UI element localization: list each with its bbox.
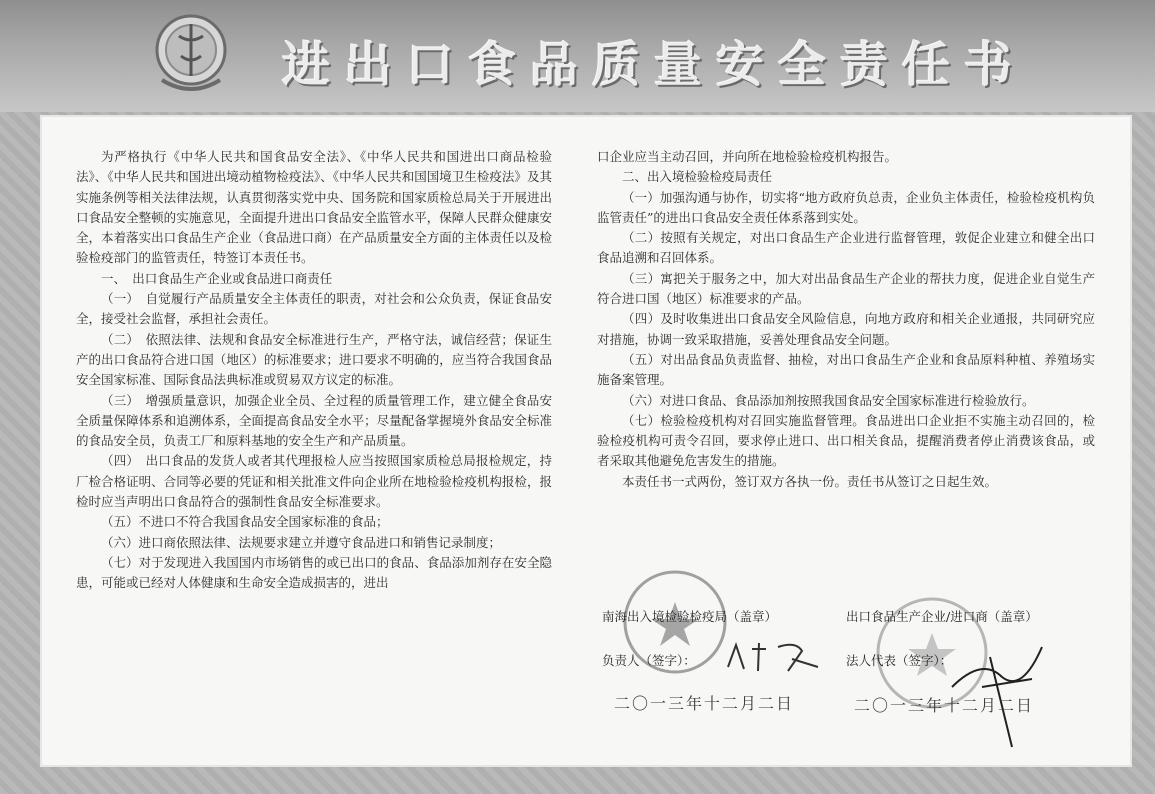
left-org-label: 南海出入境检验检疫局（盖章） — [602, 609, 778, 624]
left-column-paragraph: （五）不进口不符合我国食品安全国家标准的食品； — [101, 514, 389, 530]
right-signature-icon — [942, 617, 1052, 757]
right-column — [597, 147, 1095, 492]
left-signature-icon — [722, 637, 832, 677]
left-column-paragraph: （二） 依照法律、法规和食品安全标准进行生产，严格守法，诚信经营；保证生产的出口食品符合进口国（地区）的标准要求；进口要求不明确的，应当符合我国食品安全国家标准、国际食品法典标准或贸易双方议定的标准。 — [76, 331, 552, 388]
header-banner — [0, 0, 1155, 112]
left-column-paragraph: （四） 出口食品的发货人或者其代理报检人应当按照国家质检总局报检规定，持厂检合格证明、合同等必要的凭证和相关批准文件向企业所在地检验检疫机构报检，报检时应当声明出口食品符合的强制性食品安全标准要求。 — [76, 453, 552, 510]
left-person-label: 负责人（签字）： — [602, 653, 696, 668]
right-column-paragraph: （七）检验检疫机构对召回实施监督管理。食品进出口企业拒不实施主动召回的，检验检疫机构可责令召回，要求停止进口、出口相关食品，提醒消费者停止消费该食品，或者采取其他避免危害发生的措施。 — [597, 412, 1095, 469]
left-column-paragraph: （三） 增强质量意识，加强企业全员、全过程的质量管理工作，建立健全食品安全质量保障体系和追溯体系，全面提高食品安全水平；尽量配备掌握境外食品安全标准的食品安全员，负责工厂和原料基地的安全生产和产品质量。 — [76, 392, 552, 449]
inspection-emblem-icon — [152, 10, 230, 96]
left-column-paragraph: （一） 自觉履行产品质量安全主体责任的职责，对社会和公众负责，保证食品安全，接受社会监督，承担社会责任。 — [76, 291, 552, 327]
right-column-paragraph: （六）对进口食品、食品添加剂按照我国食品安全国家标准进行检验放行。 — [622, 392, 1035, 408]
right-org-label: 出口食品生产企业/进口商（盖章） — [846, 609, 1038, 624]
right-column-paragraph: （五）对出品食品负责监督、抽检，对出口食品生产企业和食品原料种植、养殖场实施备案管理。 — [597, 351, 1095, 388]
right-column-paragraph: （四）及时收集进出口食品安全风险信息，向地方政府和相关企业通报，共同研究应对措施，协调一致采取措施，妥善处理食品安全问题。 — [597, 311, 1095, 347]
left-column-paragraph: 为严格执行《中华人民共和国食品安全法》、《中华人民共和国进出口商品检验法》、《中华人民共和国进出境动植物检疫法》、《中华人民共和国国境卫生检疫法》及其实施条例等相关法律法规，认真贯彻落实党中央、国务院和国家质检总局关于开展进出口食品安全整顿的实施意见，全面提升进出口食品安全监管水平，保障人民群众健康安全，本着落实出口食品生产企业（食品进口商）在产品质量安全方面的主体责任以及检验检疫部门的监管责任，特签订本责任书。 — [76, 149, 552, 266]
right-column-paragraph: （三）寓把关于服务之中，加大对出品食品生产企业的帮扶力度，促进企业自觉生产符合进口国（地区）标准要求的产品。 — [597, 270, 1095, 307]
right-column-paragraph: 二、出入境检验检疫局责任 — [622, 169, 773, 185]
left-column-paragraph: （七）对于发现进入我国国内市场销售的或已出口的食品、食品添加剂存在安全隐患，可能或已经对人体健康和生命安全造成损害的，进出 — [76, 554, 552, 591]
right-date: 二〇一三年十二月二日 — [854, 696, 1035, 715]
left-date: 二〇一三年十二月二日 — [614, 694, 795, 713]
right-column-paragraph: 口企业应当主动召回，并向所在地检验检疫机构报告。 — [597, 149, 898, 164]
right-person-label: 法人代表（签字）： — [846, 653, 953, 668]
left-column — [76, 147, 552, 594]
page-title: 进出口食品质量安全责任书 — [282, 37, 1027, 93]
right-column-paragraph: （二）按照有关规定，对出口食品生产企业进行监督管理，敦促企业建立和健全出口食品追溯和召回体系。 — [597, 230, 1095, 266]
left-column-paragraph: （六）进口商依照法律、法规要求建立并遵守食品进口和销售记录制度； — [101, 534, 502, 550]
left-column-paragraph: 一、 出口食品生产企业或食品进口商责任 — [101, 270, 333, 286]
document-sheet — [40, 115, 1132, 767]
right-column-paragraph: 本责任书一式两份，签订双方各执一份。责任书从签订之日起生效。 — [622, 473, 998, 489]
right-column-paragraph: （一）加强沟通与协作，切实将“地方政府负总责，企业负主体责任，检验检疫机构负监管责任”的进出口食品安全责任体系落到实处。 — [597, 189, 1095, 225]
